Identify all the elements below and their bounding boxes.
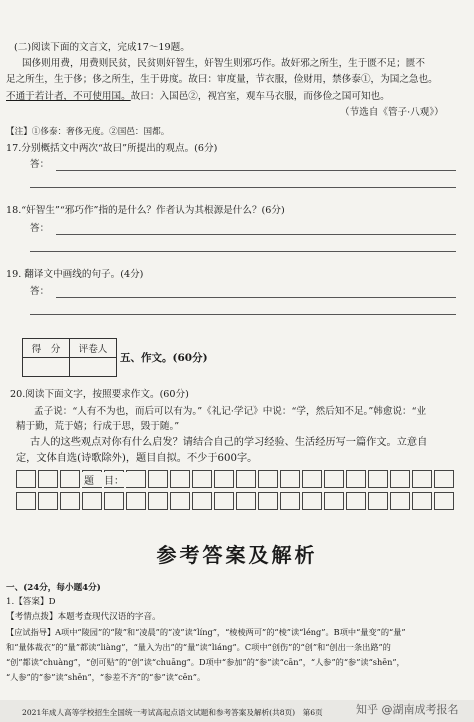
grid-cell[interactable] bbox=[38, 470, 58, 488]
grid-cell[interactable] bbox=[192, 470, 212, 488]
passage-line-3 bbox=[6, 90, 390, 103]
grid-cell[interactable] bbox=[60, 470, 80, 488]
quote-line-1: 孟子说：“人有不为也，而后可以有为。”《礼记·学记》中说：“学，然后知不足。”韩愈说：“业 bbox=[34, 406, 427, 417]
grid-cell[interactable] bbox=[60, 492, 80, 510]
essay-title-label: 题 目： bbox=[80, 472, 128, 487]
answer-focus: 【考情点拨】本题考查现代汉语的字音。 bbox=[6, 612, 161, 622]
passage-note: 【注】①侈泰：奢侈无度。②国邑：国都。 bbox=[6, 127, 170, 137]
question-20: 20.阅读下面文字，按照要求作文。(60分) bbox=[10, 389, 189, 400]
grid-cell[interactable] bbox=[126, 470, 146, 488]
grid-cell[interactable] bbox=[148, 470, 168, 488]
grid-cell[interactable] bbox=[258, 470, 278, 488]
grid-cell[interactable] bbox=[434, 492, 454, 510]
analysis-line-1: 【应试指导】A项中“陵园”的“陵”和“凌晨”的“凌”读“líng”，“棱棱两可”的“棱”读“léng”。B项中“量变”的“量” bbox=[6, 627, 406, 637]
grid-cell[interactable] bbox=[214, 470, 234, 488]
grid-cell[interactable] bbox=[346, 492, 366, 510]
grid-cell[interactable] bbox=[324, 470, 344, 488]
grid-cell[interactable] bbox=[302, 470, 322, 488]
answer-line[interactable] bbox=[56, 170, 456, 171]
answer-1: 1.【答案】D bbox=[6, 597, 56, 607]
analysis-line-2: 和“量体裁衣”的“量”都读“liàng”，“量入为出”的“量”读“liáng”。C项中“创伤”的“创”和“创出一条出路”的 bbox=[6, 642, 391, 652]
grid-cell[interactable] bbox=[236, 492, 256, 510]
passage-line-3-rest: 故曰：入国邑②，视宫室，观车马衣服，而侈俭之国可知也。 bbox=[130, 91, 390, 102]
grid-cell[interactable] bbox=[390, 470, 410, 488]
passage-line-1: 国侈则用费，用费则民贫，民贫则奸智生，奸智生则邪巧作。故奸邪之所生，生于匮不足；匮不 bbox=[22, 58, 425, 69]
grid-cell[interactable] bbox=[148, 492, 168, 510]
grid-cell[interactable] bbox=[126, 492, 146, 510]
underlined-sentence: 不通于若计者，不可使用国。 bbox=[6, 91, 131, 102]
analysis-line-3: “创”都读“chuàng”，“创可贴”的“创”读“chuāng”。D项中“参加”的“参”读“cān”，“人参”的“参”读“shēn”， bbox=[6, 657, 405, 667]
grid-cell[interactable] bbox=[302, 492, 322, 510]
answers-part-1: 一、(24分，每小题4分) bbox=[6, 583, 101, 593]
grid-cell[interactable] bbox=[346, 470, 366, 488]
answer-label-18: 答： bbox=[30, 223, 50, 234]
passage-line-2: 足之所生，生于侈；侈之所生，生于毋度。故曰：审度量，节衣服，俭财用，禁侈泰①，为国之急也。 bbox=[6, 74, 438, 85]
grid-cell[interactable] bbox=[170, 470, 190, 488]
quote-line-2: 精于勤，荒于嬉；行成于思，毁于随。” bbox=[16, 421, 180, 432]
grid-cell[interactable] bbox=[170, 492, 190, 510]
question-17: 17.分别概括文中两次“故曰”所提出的观点。(6分) bbox=[6, 143, 218, 154]
answers-title: 参考答案及解析 bbox=[156, 543, 318, 567]
prompt-line-2: 定，文体自选(诗歌除外)，题目自拟。不少于600字。 bbox=[16, 453, 258, 464]
grid-cell[interactable] bbox=[258, 492, 278, 510]
grid-cell[interactable] bbox=[16, 470, 36, 488]
grid-cell[interactable] bbox=[280, 470, 300, 488]
answer-label-19: 答： bbox=[30, 286, 50, 297]
grid-cell[interactable] bbox=[82, 492, 102, 510]
score-header: 得 分 bbox=[23, 339, 70, 358]
answer-line[interactable] bbox=[56, 234, 456, 235]
grid-cell[interactable] bbox=[16, 492, 36, 510]
grid-cell[interactable] bbox=[412, 492, 432, 510]
section-heading: (二)阅读下面的文言文，完成17～19题。 bbox=[14, 42, 190, 53]
answer-line[interactable] bbox=[30, 314, 456, 315]
grader-header: 评卷人 bbox=[70, 339, 117, 358]
score-cell[interactable] bbox=[23, 358, 70, 377]
passage-source: （节选自《管子·八观》） bbox=[340, 107, 444, 118]
section-5-title: 五、作文。(60分) bbox=[120, 352, 208, 364]
grid-cell[interactable] bbox=[368, 492, 388, 510]
grid-cell[interactable] bbox=[104, 492, 124, 510]
grid-row bbox=[16, 492, 456, 510]
grid-cell[interactable] bbox=[38, 492, 58, 510]
grid-cell[interactable] bbox=[236, 470, 256, 488]
grid-cell[interactable] bbox=[192, 492, 212, 510]
watermark: 知乎 @湖南成考报名 bbox=[356, 703, 459, 716]
footer-text: 2021年成人高等学校招生全国统一考试高起点语文试题和参考答案及解析(共8页) 第6页 bbox=[22, 708, 323, 717]
grid-cell[interactable] bbox=[434, 470, 454, 488]
score-table bbox=[22, 338, 117, 377]
grid-cell[interactable] bbox=[280, 492, 300, 510]
answer-line[interactable] bbox=[30, 187, 456, 188]
grid-cell[interactable] bbox=[412, 470, 432, 488]
prompt-line-1: 古人的这些观点对你有什么启发？请结合自己的学习经验、生活经历写一篇作文。立意自 bbox=[30, 437, 428, 448]
grid-cell[interactable] bbox=[390, 492, 410, 510]
grid-cell[interactable] bbox=[324, 492, 344, 510]
question-19: 19. 翻译文中画线的句子。(4分) bbox=[6, 269, 144, 280]
answer-label-17: 答： bbox=[30, 159, 50, 170]
grid-cell[interactable] bbox=[214, 492, 234, 510]
grid-cell[interactable] bbox=[368, 470, 388, 488]
analysis-line-4: “人参”的“参”读“shēn”，“参差不齐”的“参”读“cēn”。 bbox=[6, 672, 206, 682]
question-18: 18.“奸智生”“邪巧作”指的是什么？作者认为其根源是什么？(6分) bbox=[6, 205, 285, 216]
grader-cell[interactable] bbox=[70, 358, 117, 377]
answer-line[interactable] bbox=[56, 297, 456, 298]
answer-line[interactable] bbox=[30, 251, 456, 252]
